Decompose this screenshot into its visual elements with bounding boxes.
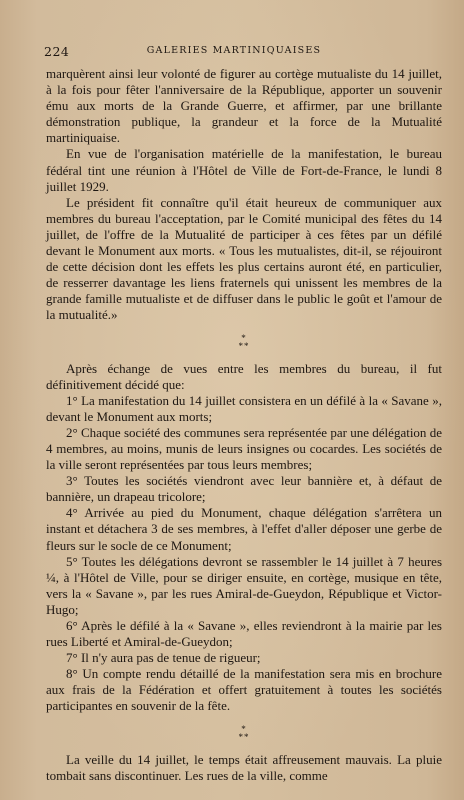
- decision-item-6: 6° Après le défilé à la « Savane », elles reviendront à la mairie par les rues Liberté et Amiral-de-Gueydon;: [46, 618, 442, 650]
- paragraph-closing: La veille du 14 juillet, le temps était affreusement mauvais. La pluie tombait sans discontinuer. Les rues de la ville, comme: [46, 751, 442, 783]
- decision-item-4: 4° Arrivée au pied du Monument, chaque délégation s'arrêtera un instant et détachera 3 de ses membres, à l'effet d'aller déposer une gerbe de fleurs sur le socle de ce Monument;: [46, 505, 442, 553]
- paragraph-organisation: En vue de l'organisation matérielle de la manifestation, le bureau fédéral tint une réunion à l'Hôtel de Ville de Fort-de-France, le lundi 8 juillet 1929.: [46, 146, 442, 194]
- decision-item-8: 8° Un compte rendu détaillé de la manifestation sera mis en brochure aux frais de la Fédération et offert gratuitement à toutes les sociétés participantes en souvenir de la fête.: [46, 666, 442, 714]
- decision-item-7: 7° Il n'y aura pas de tenue de rigueur;: [66, 650, 261, 666]
- section-separator: [46, 334, 442, 350]
- decision-item-1: 1° La manifestation du 14 juillet consistera en un défilé à la « Savane », devant le Monument aux morts;: [46, 392, 442, 424]
- decision-item-3: 3° Toutes les sociétés viendront avec leur bannière et, à défaut de bannière, un drapeau tricolore;: [46, 473, 442, 505]
- page-header: [44, 44, 424, 60]
- running-title: GALERIES MARTINIQUAISES: [146, 45, 322, 56]
- separator-star-top-2: *: [241, 723, 247, 734]
- separator-star-bottom-2: **: [238, 731, 250, 742]
- page-number: 224: [44, 44, 70, 59]
- decision-item-5: 5° Toutes les délégations devront se rassembler le 14 juillet à 7 heures ¼, à l'Hôtel de Ville, pour se diriger ensuite, en cortège, musique en tête, vers la « Savane », par les rues Amiral-de-Gueydon, République et Victor-Hugo;: [46, 553, 442, 617]
- paragraph-continuation: marquèrent ainsi leur volonté de figurer au cortège mutualiste du 14 juillet, à la fois pour fêter l'anniversaire de la République, apporter un souvenir ému aux morts de la Grande Guerre, et affirmer, par une brillante démonstration publique, la grandeur et la force de la Mutualité martiniquaise.: [46, 66, 442, 146]
- paragraph-intro: Après échange de vues entre les membres du bureau, il fut définitivement décidé que:: [46, 360, 442, 392]
- page-body: [46, 66, 442, 784]
- decision-item-2: 2° Chaque société des communes sera représentée par une délégation de 4 membres, au moins, munis de leurs insignes ou cocardes. Les sociétés de la ville seront représentées par tous leurs membres;: [46, 424, 442, 473]
- separator-star-top: *: [241, 332, 247, 343]
- section-separator-2: [46, 725, 442, 741]
- separator-star-bottom: **: [238, 340, 250, 351]
- paragraph-president: Le président fit connaître qu'il était heureux de communiquer aux membres du bureau l'acceptation, par le Comité municipal des fêtes du 14 juillet, de l'offre de la Mutualité de participer à ces fêtes par un défilé devant le Monument aux morts. « Tous les mutualistes, dit-il, se réjouiront de cette décision dont les effets les plus certains auront été, en particulier, de resserrer davantage les liens fraternels qui unissent les membres de la grande famille mutualiste et de diffuser dans le public le goût et l'amour de la mutualité.»: [46, 194, 442, 323]
